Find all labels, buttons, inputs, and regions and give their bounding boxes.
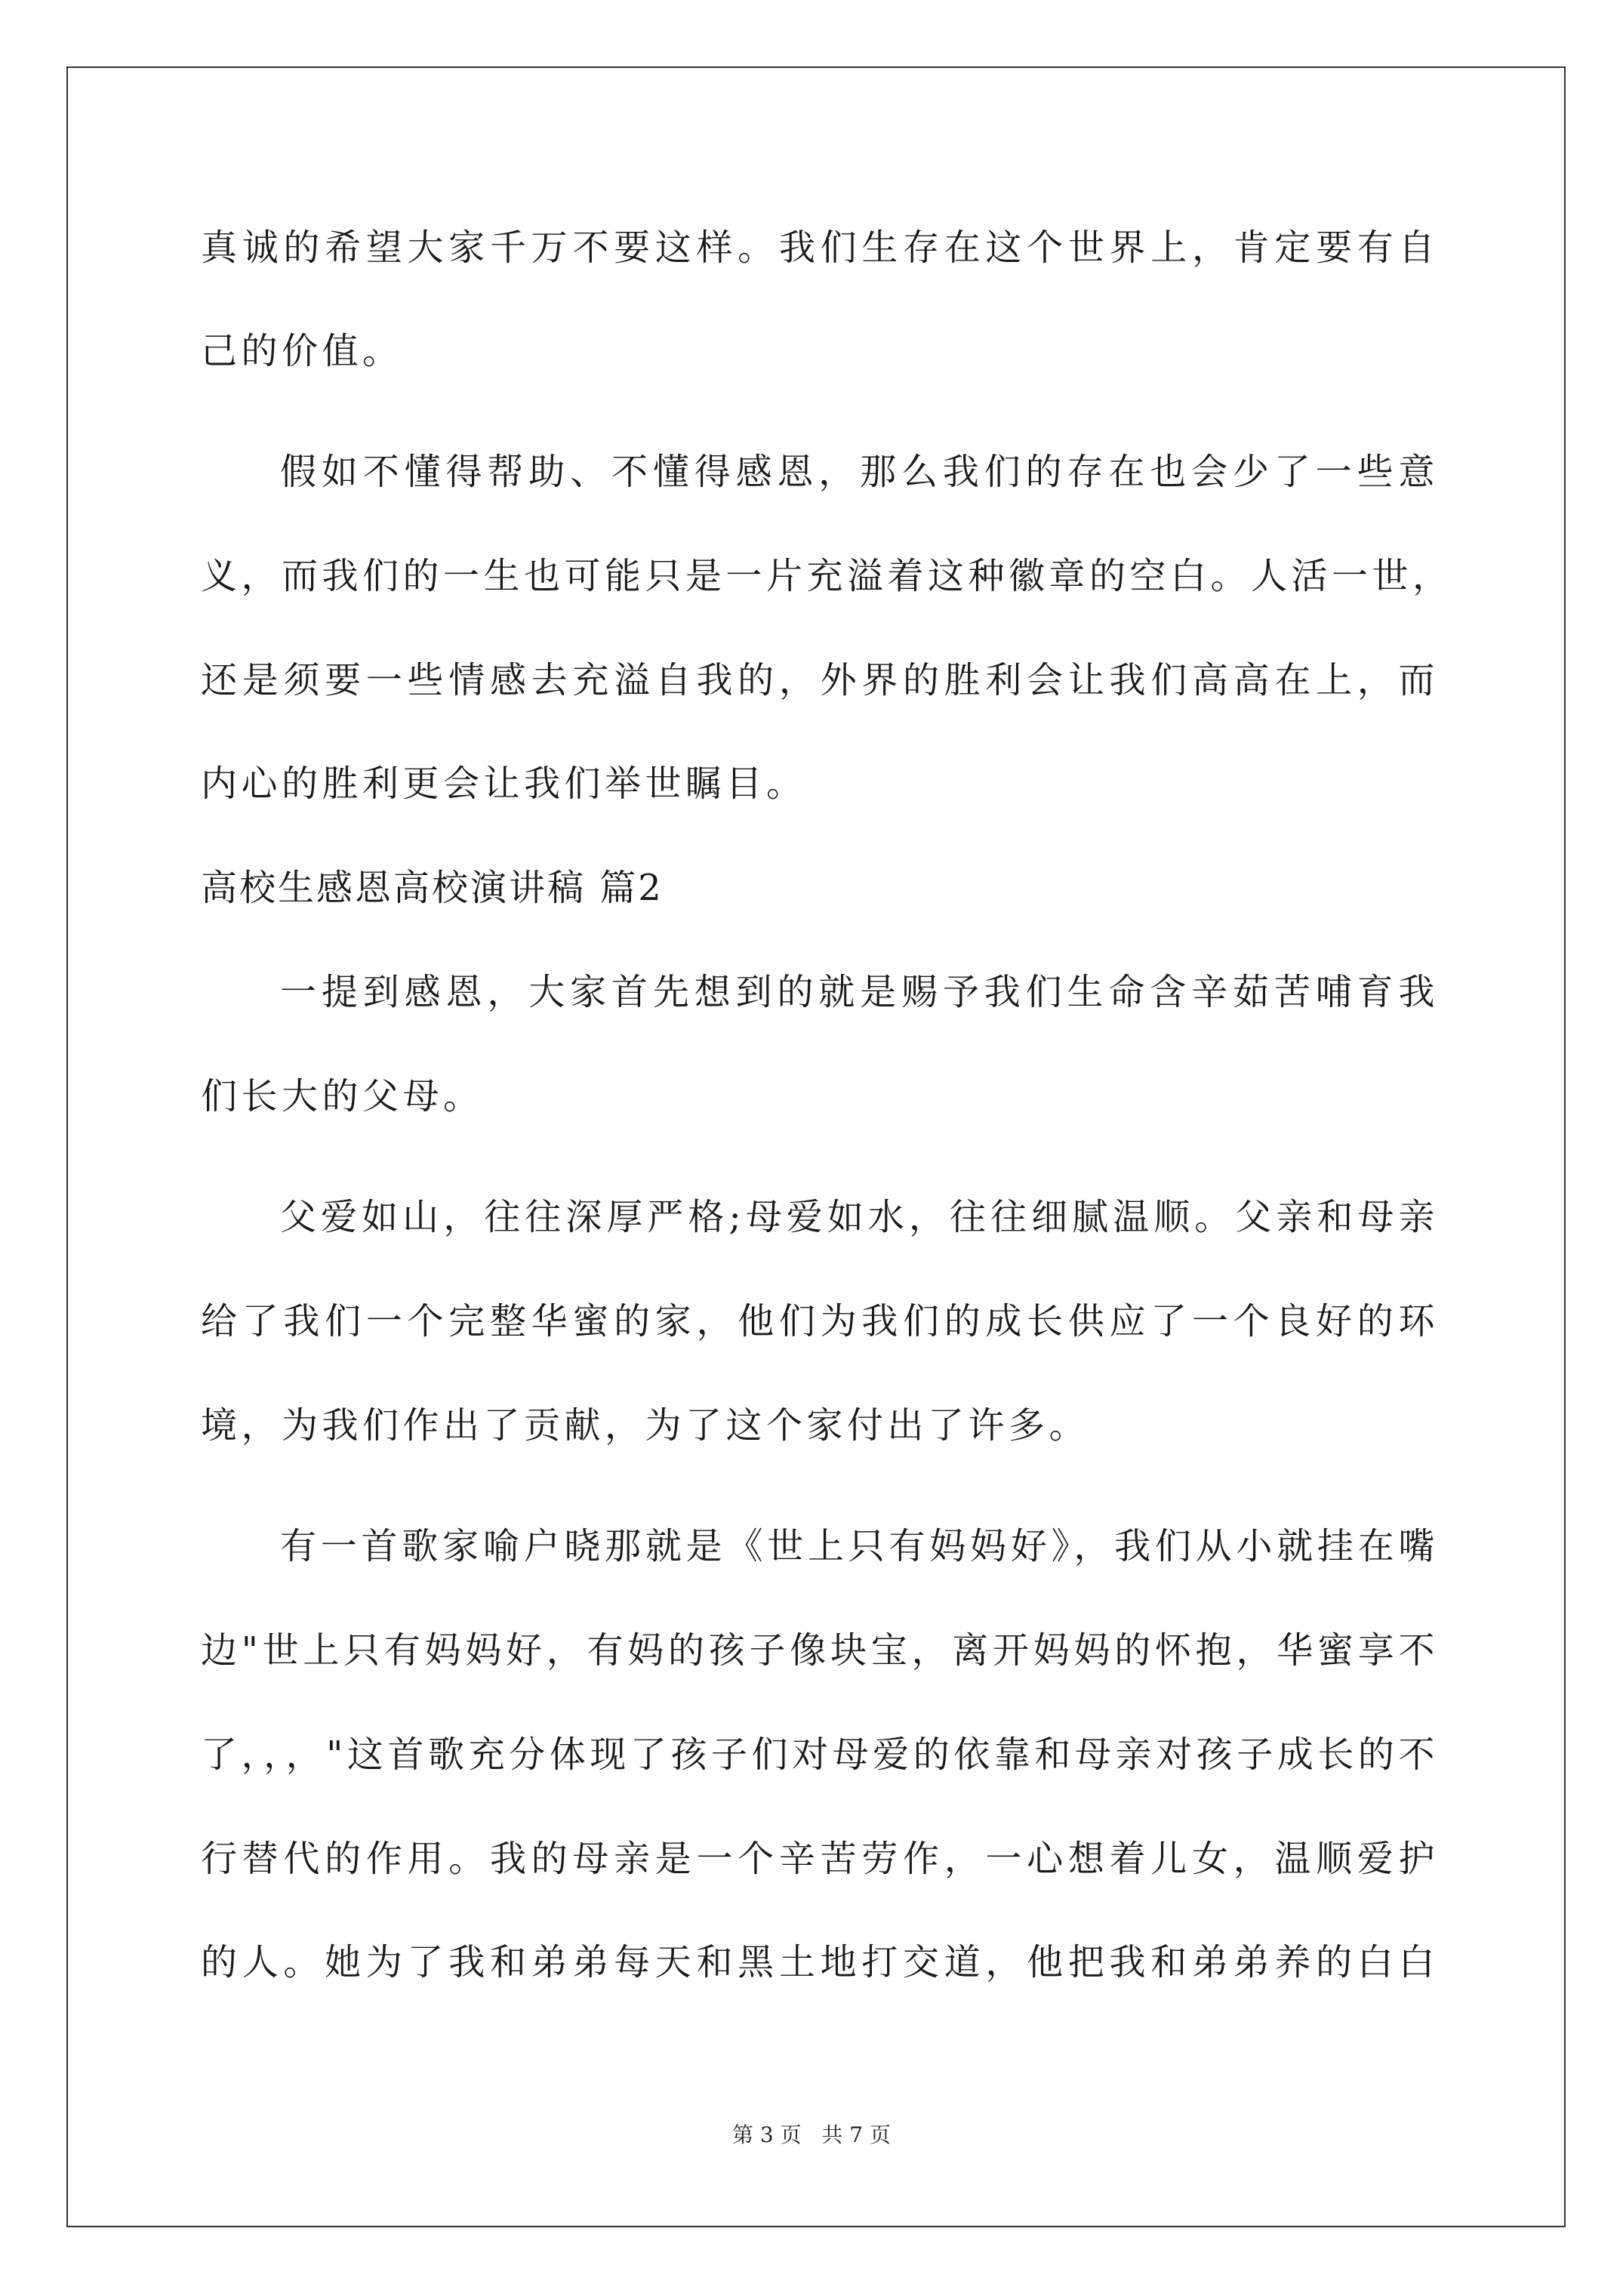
text-line: 的人。她为了我和弟弟每天和黑土地打交道，他把我和弟弟养的白白 — [201, 1941, 1439, 1983]
text-line: 有一首歌家喻户晓那就是《世上只有妈妈好》，我们从小就挂在嘴 — [280, 1525, 1439, 1567]
text-line: 真诚的希望大家千万不要这样。我们生存在这个世界上，肯定要有自 — [201, 227, 1439, 269]
text-line: 一提到感恩，大家首先想到的就是赐予我们生命含辛茹苦哺育我 — [280, 971, 1439, 1013]
page-border — [66, 66, 1566, 2227]
text-line: 给了我们一个完整华蜜的家，他们为我们的成长供应了一个良好的环 — [201, 1300, 1439, 1342]
text-line: 假如不懂得帮助、不懂得感恩，那么我们的存在也会少了一些意 — [280, 451, 1439, 493]
text-line: 行替代的作用。我的母亲是一个辛苦劳作，一心想着儿女，温顺爱护 — [201, 1838, 1439, 1880]
text-line: 了，，，"这首歌充分体现了孩子们对母爱的依靠和母亲对孩子成长的不 — [201, 1734, 1439, 1776]
text-line: 境，为我们作出了贡献，为了这个家付出了许多。 — [201, 1404, 1090, 1447]
page-number-footer: 第 3 页 共 7 页 — [732, 2122, 891, 2147]
text-line: 内心的胜利更会让我们举世瞩目。 — [201, 763, 807, 805]
text-line: 己的价值。 — [201, 330, 403, 372]
text-line: 父爱如山，往往深厚严格;母爱如水，往往细腻温顺。父亲和母亲 — [280, 1196, 1439, 1238]
text-line: 们长大的父母。 — [201, 1075, 484, 1117]
section-heading: 高校生感恩高校演讲稿 篇2 — [201, 867, 664, 909]
text-line: 义，而我们的一生也可能只是一片充溢着这种徽章的空白。人活一世， — [201, 555, 1453, 597]
text-line: 还是须要一些情感去充溢自我的，外界的胜利会让我们高高在上，而 — [201, 659, 1439, 701]
text-line: 边"世上只有妈妈好，有妈的孩子像块宝，离开妈妈的怀抱，华蜜享不 — [201, 1629, 1439, 1672]
